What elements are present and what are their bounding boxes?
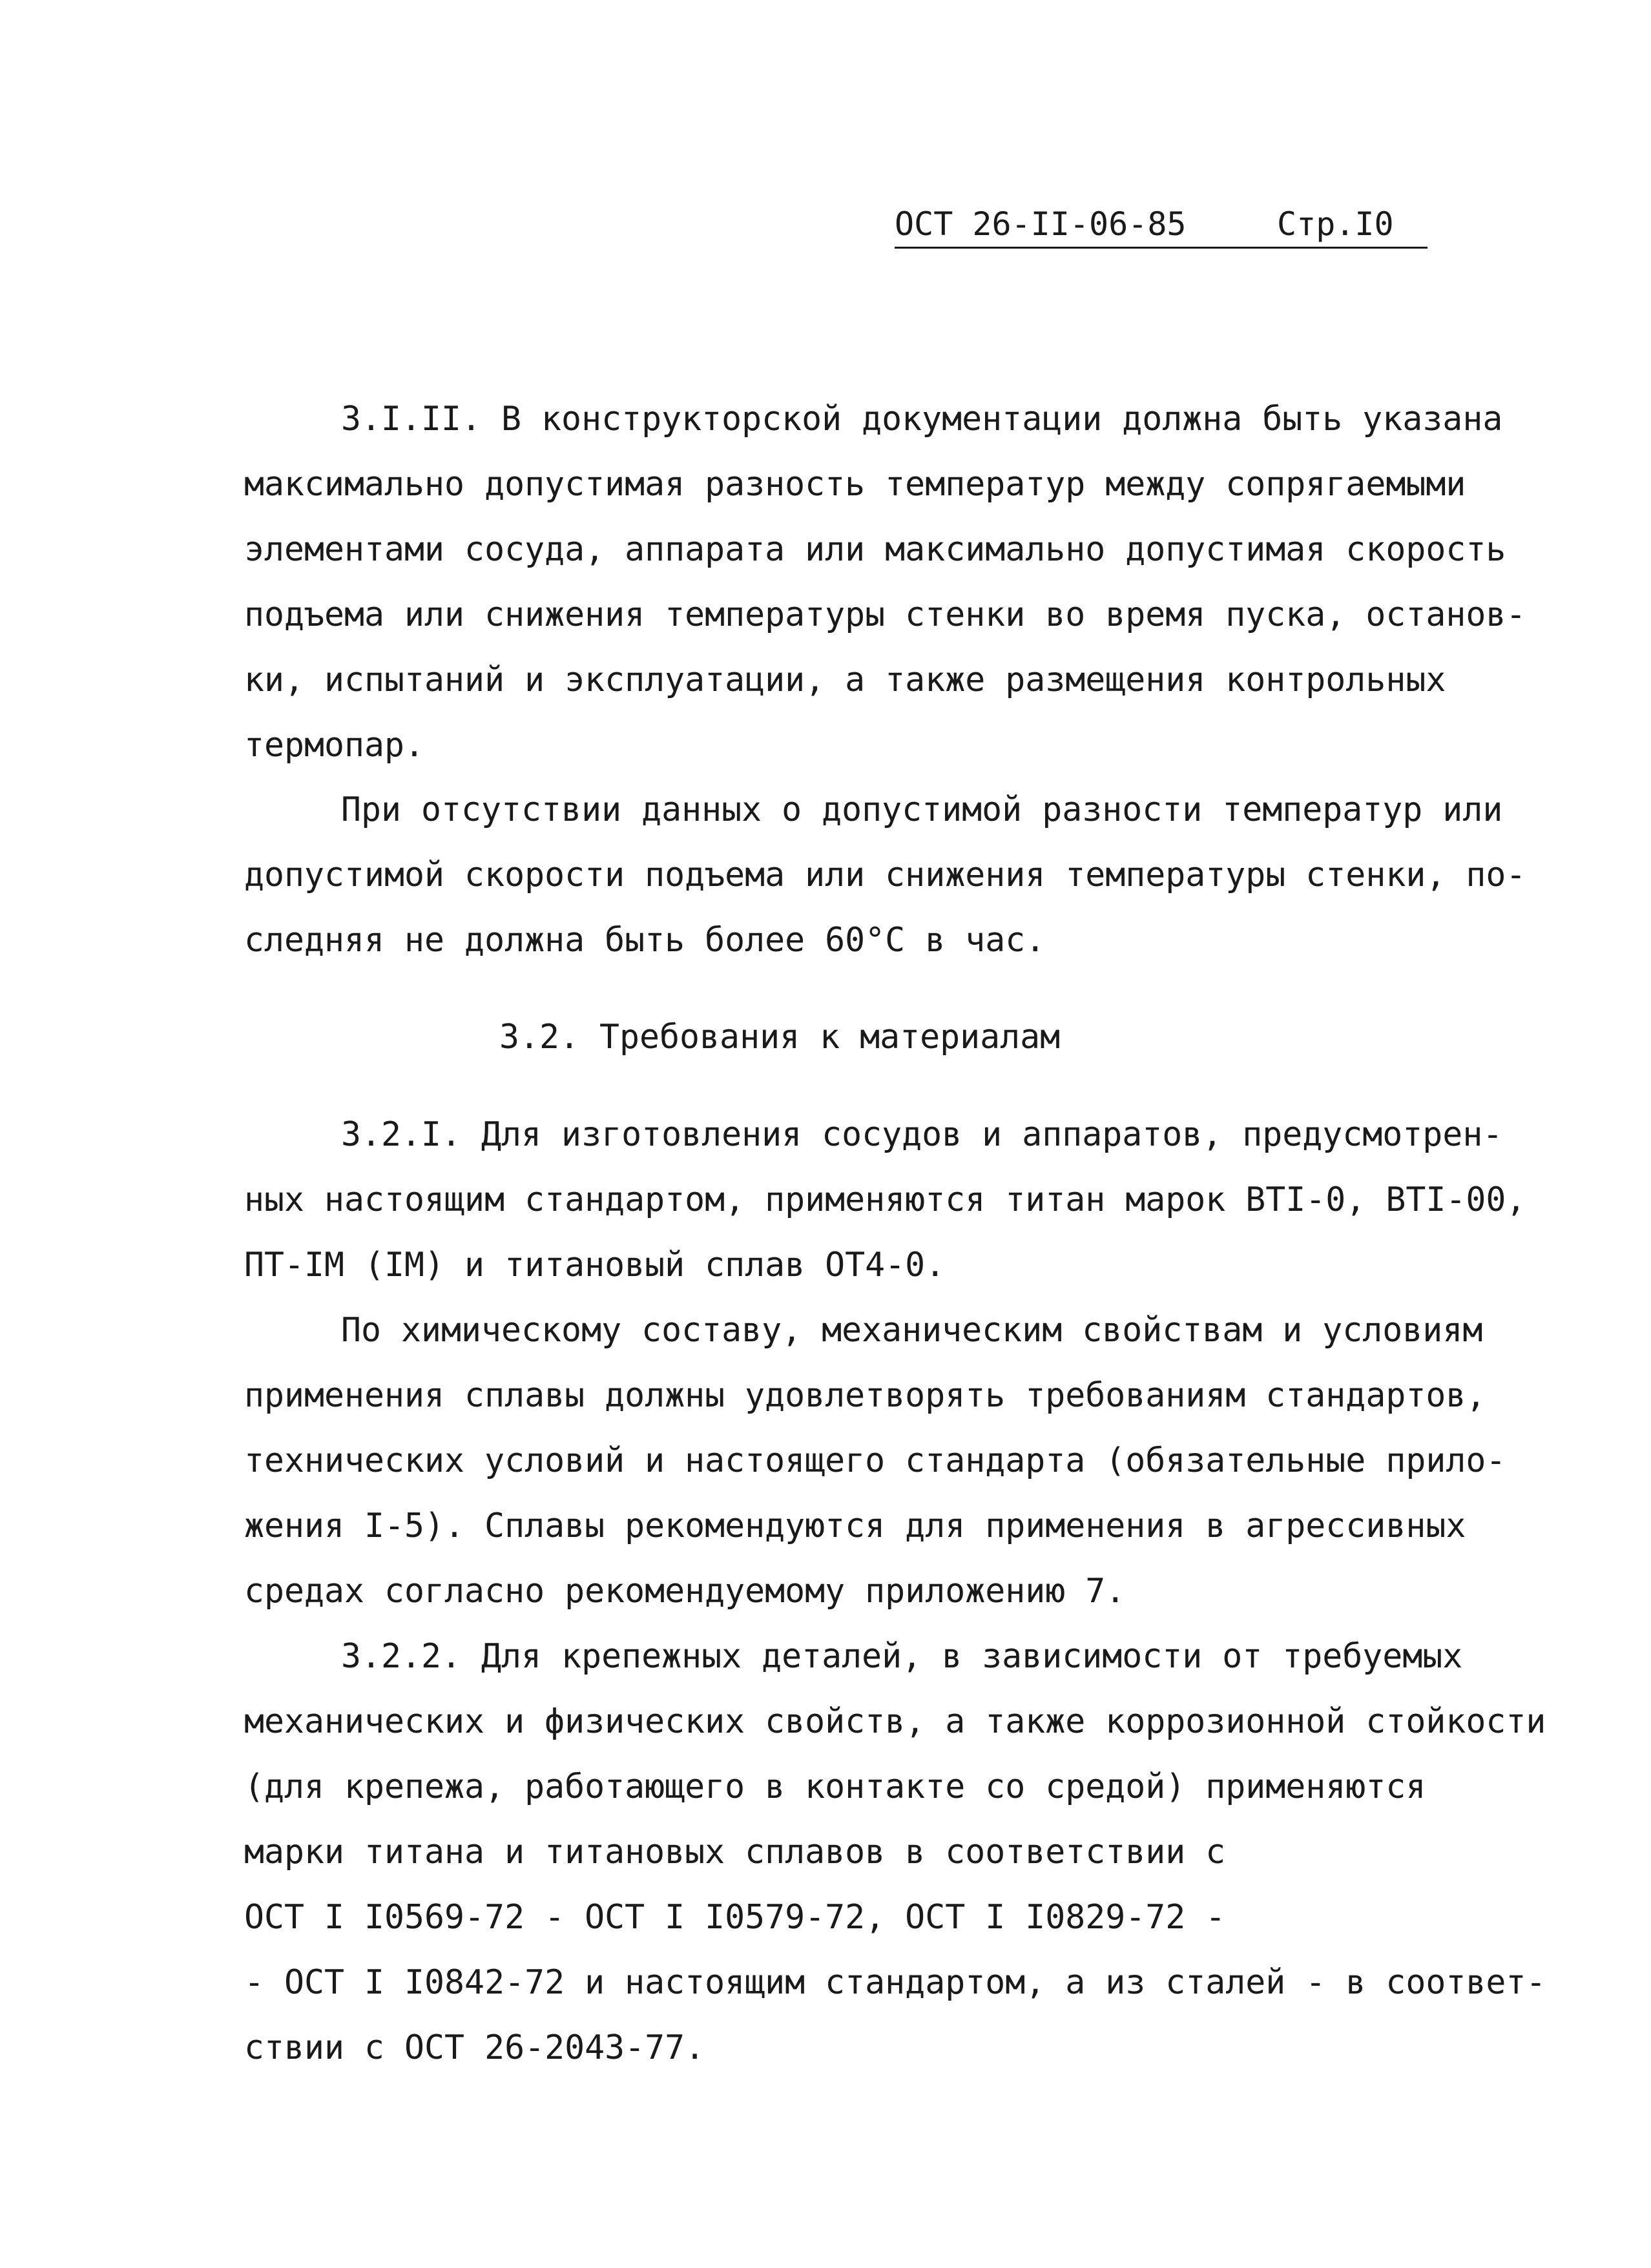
text-line: допустимой скорости подъема или снижения температуры стенки, по-	[244, 856, 1526, 894]
text-line: максимально допустимая разность температур между сопрягаемыми	[244, 465, 1466, 504]
page-header	[895, 201, 1428, 249]
text-line: При отсутствии данных о допустимой разности температур или	[341, 790, 1503, 829]
text-line: механических и физических свойств, а также коррозионной стойкости	[244, 1702, 1546, 1741]
text-line: технических условий и настоящего стандарта (обязательные прило-	[244, 1441, 1506, 1480]
text-line: ОСТ I I0569-72 - ОСТ I I0579-72, ОСТ I I0829-72 -	[244, 1898, 1226, 1937]
text-line: жения I-5). Сплавы рекомендуются для применения в агрессивных	[244, 1507, 1466, 1545]
text-line: ки, испытаний и эксплуатации, а также размещения контрольных	[244, 661, 1446, 699]
text-line: По химическому составу, механическим свойствам и условиям	[341, 1311, 1483, 1350]
text-line: ПТ-IМ (IМ) и титановый сплав ОТ4-0.	[244, 1246, 946, 1284]
document-code: ОСТ 26-II-06-85	[895, 205, 1187, 243]
text-line: марки титана и титановых сплавов в соответствии с	[244, 1833, 1226, 1871]
text-line: средах согласно рекомендуемому приложению 7.	[244, 1572, 1126, 1611]
page-number: Стр.I0	[1277, 205, 1394, 243]
text-line: (для крепежа, работающего в контакте со средой) применяются	[244, 1768, 1426, 1806]
text-line: подъема или снижения температуры стенки во время пуска, останов-	[244, 595, 1526, 634]
text-line: 3.I.II. В конструкторской документации должна быть указана	[341, 400, 1503, 438]
text-line: применения сплавы должны удовлетворять требованиям стандартов,	[244, 1376, 1486, 1415]
text-line: термопар.	[244, 726, 425, 765]
text-line: элементами сосуда, аппарата или максимально допустимая скорость	[244, 530, 1506, 569]
text-line: ных настоящим стандартом, применяются титан марок ВТI-0, ВТI-00,	[244, 1180, 1526, 1219]
section-title: 3.2. Требования к материалам	[499, 1018, 1061, 1057]
text-line: ствии с ОСТ 26-2043-77.	[244, 2028, 705, 2067]
text-line: 3.2.2. Для крепежных деталей, в зависимости от требуемых	[341, 1637, 1463, 1676]
text-line: следняя не должна быть более 60°С в час.	[244, 921, 1046, 960]
text-line: 3.2.I. Для изготовления сосудов и аппаратов, предусмотрен-	[341, 1115, 1503, 1154]
text-line: - ОСТ I I0842-72 и настоящим стандартом, а из сталей - в соответ-	[244, 1963, 1546, 2002]
